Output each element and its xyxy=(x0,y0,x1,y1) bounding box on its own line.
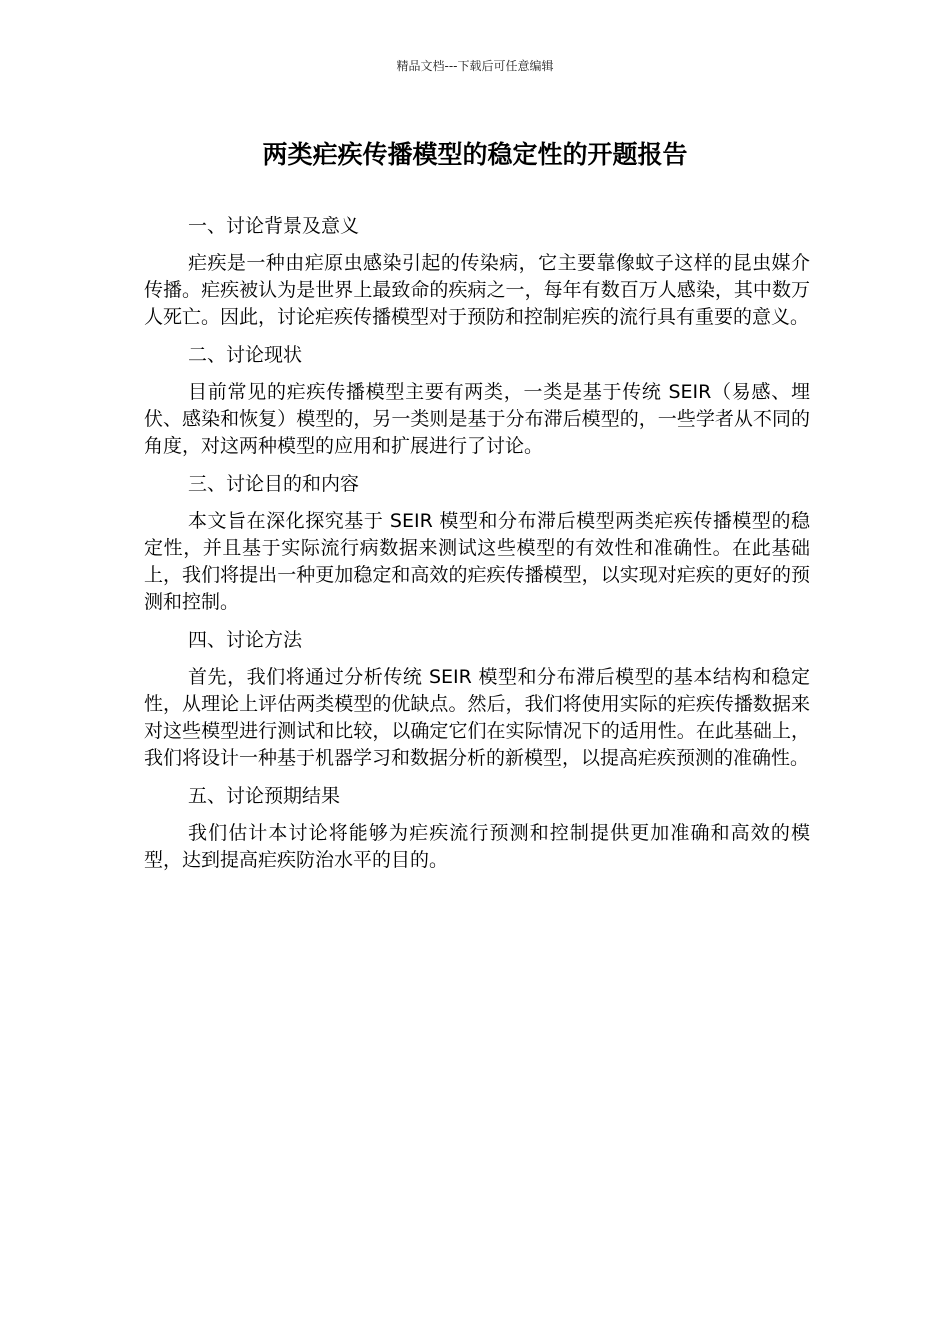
section-paragraph: 首先，我们将通过分析传统 SEIR 模型和分布滞后模型的基本结构和稳定性，从理论上评估两类模型的优缺点。然后，我们将使用实际的疟疾传播数据来对这些模型进行测试和比较，以确定它们在实际情况下的适用性。在此基础上，我们将设计一种基于机器学习和数据分析的新模型，以提高疟疾预测的准确性。 xyxy=(144,666,810,769)
section-background xyxy=(144,212,810,331)
section-heading: 五、讨论预期结果 xyxy=(188,785,341,807)
section-purpose xyxy=(144,470,810,616)
section-expected-results xyxy=(144,782,810,874)
section-heading: 二、讨论现状 xyxy=(188,344,303,366)
section-paragraph: 本文旨在深化探究基于 SEIR 模型和分布滞后模型两类疟疾传播模型的稳定性，并且基于实际流行病数据来测试这些模型的有效性和准确性。在此基础上，我们将提出一种更加稳定和高效的疟疾传播模型，以实现对疟疾的更好的预测和控制。 xyxy=(144,510,810,613)
header-note: 精品文档---下载后可任意编辑 xyxy=(396,59,554,73)
section-paragraph: 目前常见的疟疾传播模型主要有两类，一类是基于传统 SEIR（易感、埋伏、感染和恢复）模型的，另一类则是基于分布滞后模型的，一些学者从不同的角度，对这两种模型的应用和扩展进行了讨论。 xyxy=(144,381,810,457)
section-paragraph: 我们估计本讨论将能够为疟疾流行预测和控制提供更加准确和高效的模型，达到提高疟疾防治水平的目的。 xyxy=(144,822,810,871)
section-status xyxy=(144,341,810,460)
section-heading: 四、讨论方法 xyxy=(188,629,303,651)
document-body xyxy=(144,212,810,884)
section-heading: 一、讨论背景及意义 xyxy=(188,215,360,237)
section-method xyxy=(144,626,810,772)
document-title: 两类疟疾传播模型的稳定性的开题报告 xyxy=(262,140,688,169)
section-paragraph: 疟疾是一种由疟原虫感染引起的传染病，它主要靠像蚊子这样的昆虫媒介传播。疟疾被认为是世界上最致命的疾病之一，每年有数百万人感染，其中数万人死亡。因此，讨论疟疾传播模型对于预防和控制疟疾的流行具有重要的意义。 xyxy=(144,252,810,328)
section-heading: 三、讨论目的和内容 xyxy=(188,473,360,495)
